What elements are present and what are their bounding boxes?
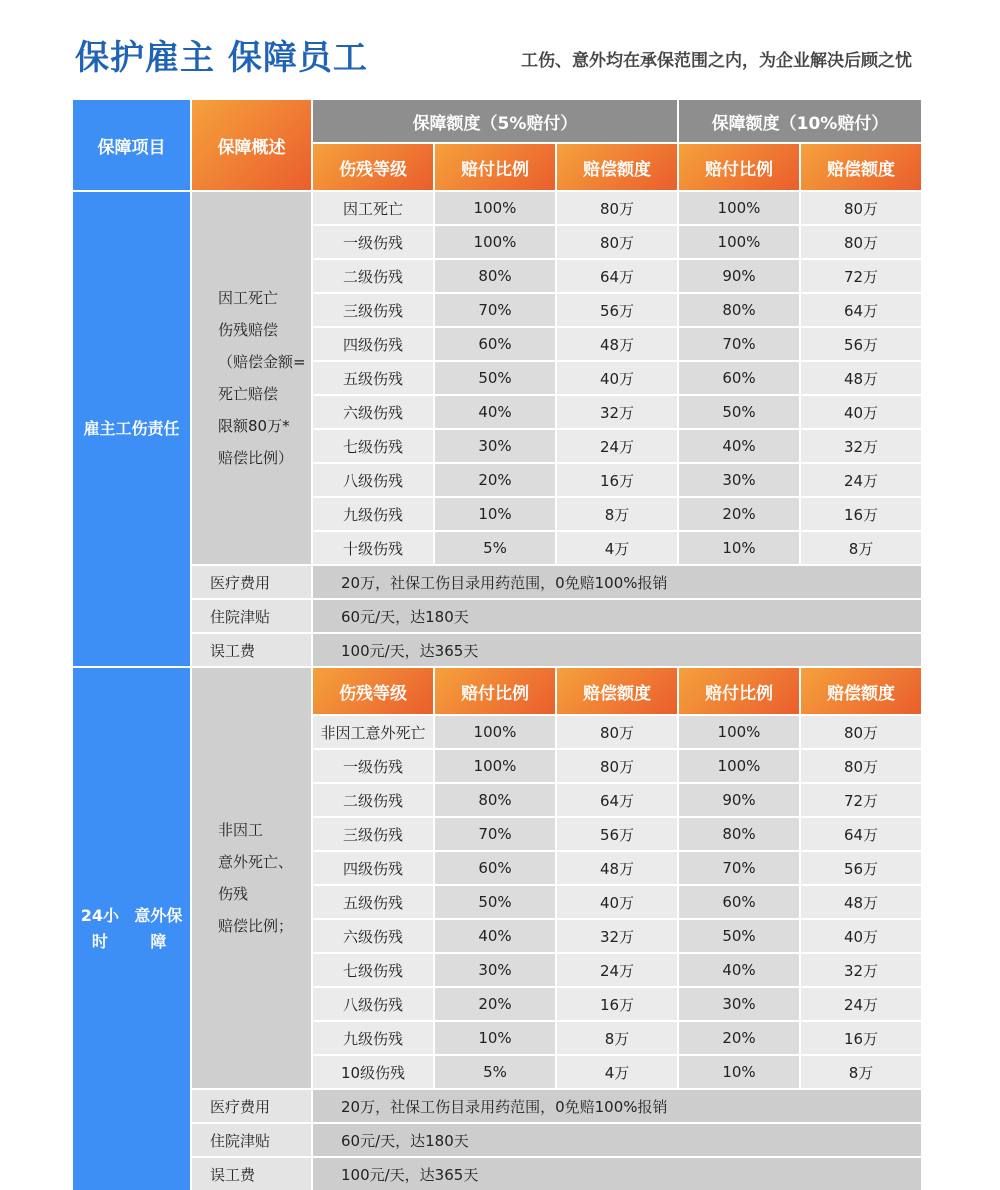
ratio-10-cell: 10% — [679, 1056, 799, 1088]
amount-5-cell: 16万 — [557, 464, 677, 496]
amount-5-cell: 16万 — [557, 988, 677, 1020]
amount-5-cell: 32万 — [557, 920, 677, 952]
subheader-cell: 赔付比例 — [679, 668, 799, 714]
ratio-10-cell: 50% — [679, 396, 799, 428]
grade-cell: 10级伤残 — [313, 1056, 433, 1088]
amount-5-cell: 56万 — [557, 294, 677, 326]
grade-cell: 六级伤残 — [313, 920, 433, 952]
ratio-10-cell: 20% — [679, 1022, 799, 1054]
ratio-5-cell: 20% — [435, 464, 555, 496]
subheader-cell: 伤残等级 — [313, 668, 433, 714]
ratio-10-cell: 90% — [679, 784, 799, 816]
grade-cell: 六级伤残 — [313, 396, 433, 428]
ratio-5-cell: 60% — [435, 328, 555, 360]
header-sub: 赔偿额度 — [801, 144, 921, 190]
extra-value: 60元/天，达180天 — [313, 600, 921, 632]
ratio-5-cell: 80% — [435, 784, 555, 816]
grade-cell: 一级伤残 — [313, 750, 433, 782]
extra-value: 100元/天，达365天 — [313, 1158, 921, 1190]
section-label-line: 雇主 — [83, 419, 116, 438]
section2-label — [73, 668, 190, 1190]
header-sub: 赔偿额度 — [557, 144, 677, 190]
subheader-cell: 赔偿额度 — [801, 668, 921, 714]
ratio-5-cell: 60% — [435, 852, 555, 884]
text-line: 非因工 — [218, 821, 264, 839]
text-line: 赔偿比例； — [218, 917, 294, 935]
grade-cell: 四级伤残 — [313, 328, 433, 360]
grade-cell: 二级伤残 — [313, 260, 433, 292]
amount-10-cell: 8万 — [801, 1056, 921, 1088]
ratio-5-cell: 5% — [435, 532, 555, 564]
grade-cell: 五级伤残 — [313, 886, 433, 918]
ratio-10-cell: 100% — [679, 750, 799, 782]
ratio-10-cell: 70% — [679, 328, 799, 360]
ratio-10-cell: 30% — [679, 464, 799, 496]
ratio-10-cell: 80% — [679, 818, 799, 850]
ratio-5-cell: 50% — [435, 362, 555, 394]
ratio-5-cell: 40% — [435, 396, 555, 428]
amount-10-cell: 24万 — [801, 988, 921, 1020]
extra-label: 误工费 — [192, 1158, 311, 1190]
section-label-line: 24小时 — [80, 906, 119, 951]
amount-5-cell: 80万 — [557, 750, 677, 782]
description-text — [218, 282, 306, 474]
amount-5-cell: 80万 — [557, 192, 677, 224]
amount-5-cell: 8万 — [557, 498, 677, 530]
amount-10-cell: 48万 — [801, 362, 921, 394]
amount-10-cell: 24万 — [801, 464, 921, 496]
description-text — [218, 814, 293, 942]
amount-10-cell: 8万 — [801, 532, 921, 564]
amount-5-cell: 48万 — [557, 328, 677, 360]
ratio-10-cell: 40% — [679, 954, 799, 986]
amount-10-cell: 64万 — [801, 818, 921, 850]
grade-cell: 非因工意外死亡 — [313, 716, 433, 748]
amount-10-cell: 48万 — [801, 886, 921, 918]
amount-10-cell: 80万 — [801, 226, 921, 258]
amount-10-cell: 40万 — [801, 920, 921, 952]
extra-label: 误工费 — [192, 634, 311, 666]
ratio-5-cell: 20% — [435, 988, 555, 1020]
grade-cell: 九级伤残 — [313, 498, 433, 530]
amount-5-cell: 24万 — [557, 430, 677, 462]
amount-5-cell: 32万 — [557, 396, 677, 428]
amount-5-cell: 64万 — [557, 260, 677, 292]
ratio-5-cell: 10% — [435, 1022, 555, 1054]
amount-10-cell: 72万 — [801, 784, 921, 816]
extra-label: 住院津贴 — [192, 600, 311, 632]
header-sub: 赔付比例 — [679, 144, 799, 190]
extra-label: 医疗费用 — [192, 1090, 311, 1122]
ratio-10-cell: 80% — [679, 294, 799, 326]
subheader-cell: 赔付比例 — [435, 668, 555, 714]
ratio-5-cell: 30% — [435, 954, 555, 986]
text-line: 限额80万* — [218, 417, 290, 435]
page-title: 保护雇主 保障员工 — [75, 38, 368, 78]
ratio-5-cell: 80% — [435, 260, 555, 292]
ratio-5-cell: 70% — [435, 294, 555, 326]
amount-5-cell: 80万 — [557, 716, 677, 748]
ratio-5-cell: 50% — [435, 886, 555, 918]
extra-value: 60元/天，达180天 — [313, 1124, 921, 1156]
section2-description — [192, 668, 311, 1088]
header-group-5pct: 保障额度（5%赔付） — [313, 100, 677, 142]
amount-5-cell: 40万 — [557, 886, 677, 918]
amount-10-cell: 40万 — [801, 396, 921, 428]
section1-description — [192, 192, 311, 564]
extra-label: 医疗费用 — [192, 566, 311, 598]
amount-10-cell: 56万 — [801, 852, 921, 884]
grade-cell: 十级伤残 — [313, 532, 433, 564]
amount-10-cell: 80万 — [801, 716, 921, 748]
text-line: 因工死亡 — [218, 289, 279, 307]
text-line: （赔偿金额= — [218, 353, 306, 371]
header-sub: 伤残等级 — [313, 144, 433, 190]
ratio-5-cell: 30% — [435, 430, 555, 462]
header-item: 保障项目 — [73, 100, 190, 190]
amount-5-cell: 48万 — [557, 852, 677, 884]
ratio-5-cell: 10% — [435, 498, 555, 530]
header-group-10pct: 保障额度（10%赔付） — [679, 100, 921, 142]
ratio-5-cell: 100% — [435, 226, 555, 258]
amount-5-cell: 8万 — [557, 1022, 677, 1054]
grade-cell: 三级伤残 — [313, 294, 433, 326]
amount-5-cell: 80万 — [557, 226, 677, 258]
section1-label — [73, 192, 190, 666]
amount-10-cell: 32万 — [801, 430, 921, 462]
extra-value: 100元/天，达365天 — [313, 634, 921, 666]
amount-10-cell: 80万 — [801, 750, 921, 782]
ratio-5-cell: 100% — [435, 716, 555, 748]
extra-value: 20万，社保工伤目录用药范围，0免赔100%报销 — [313, 566, 921, 598]
grade-cell: 七级伤残 — [313, 954, 433, 986]
amount-10-cell: 16万 — [801, 498, 921, 530]
text-line: 赔偿比例） — [218, 449, 294, 467]
text-line: 死亡赔偿 — [218, 385, 279, 403]
amount-5-cell: 64万 — [557, 784, 677, 816]
grade-cell: 因工死亡 — [313, 192, 433, 224]
grade-cell: 七级伤残 — [313, 430, 433, 462]
grade-cell: 八级伤残 — [313, 988, 433, 1020]
amount-5-cell: 4万 — [557, 1056, 677, 1088]
grade-cell: 五级伤残 — [313, 362, 433, 394]
extra-value: 20万，社保工伤目录用药范围，0免赔100%报销 — [313, 1090, 921, 1122]
amount-10-cell: 16万 — [801, 1022, 921, 1054]
ratio-10-cell: 40% — [679, 430, 799, 462]
ratio-10-cell: 20% — [679, 498, 799, 530]
amount-10-cell: 64万 — [801, 294, 921, 326]
ratio-10-cell: 60% — [679, 362, 799, 394]
section-label-line: 工伤责任 — [115, 419, 180, 438]
header-desc: 保障概述 — [192, 100, 311, 190]
grade-cell: 二级伤残 — [313, 784, 433, 816]
ratio-10-cell: 60% — [679, 886, 799, 918]
amount-10-cell: 56万 — [801, 328, 921, 360]
amount-5-cell: 56万 — [557, 818, 677, 850]
ratio-5-cell: 100% — [435, 750, 555, 782]
amount-10-cell: 80万 — [801, 192, 921, 224]
coverage-table — [73, 100, 913, 1184]
text-line: 意外死亡、 — [218, 853, 294, 871]
ratio-5-cell: 70% — [435, 818, 555, 850]
grade-cell: 八级伤残 — [313, 464, 433, 496]
ratio-10-cell: 10% — [679, 532, 799, 564]
ratio-5-cell: 100% — [435, 192, 555, 224]
section-label-line: 意外保障 — [134, 906, 183, 951]
amount-5-cell: 24万 — [557, 954, 677, 986]
page-subtitle: 工伤、意外均在承保范围之内，为企业解决后顾之忧 — [521, 51, 912, 71]
ratio-10-cell: 100% — [679, 716, 799, 748]
extra-label: 住院津贴 — [192, 1124, 311, 1156]
text-line: 伤残赔偿 — [218, 321, 279, 339]
ratio-10-cell: 70% — [679, 852, 799, 884]
subheader-cell: 赔偿额度 — [557, 668, 677, 714]
grade-cell: 四级伤残 — [313, 852, 433, 884]
amount-10-cell: 72万 — [801, 260, 921, 292]
grade-cell: 三级伤残 — [313, 818, 433, 850]
ratio-10-cell: 90% — [679, 260, 799, 292]
ratio-10-cell: 30% — [679, 988, 799, 1020]
ratio-5-cell: 5% — [435, 1056, 555, 1088]
grade-cell: 一级伤残 — [313, 226, 433, 258]
ratio-10-cell: 100% — [679, 192, 799, 224]
grade-cell: 九级伤残 — [313, 1022, 433, 1054]
amount-5-cell: 40万 — [557, 362, 677, 394]
ratio-5-cell: 40% — [435, 920, 555, 952]
header-sub: 赔付比例 — [435, 144, 555, 190]
ratio-10-cell: 50% — [679, 920, 799, 952]
ratio-10-cell: 100% — [679, 226, 799, 258]
amount-5-cell: 4万 — [557, 532, 677, 564]
amount-10-cell: 32万 — [801, 954, 921, 986]
text-line: 伤残 — [218, 885, 249, 903]
